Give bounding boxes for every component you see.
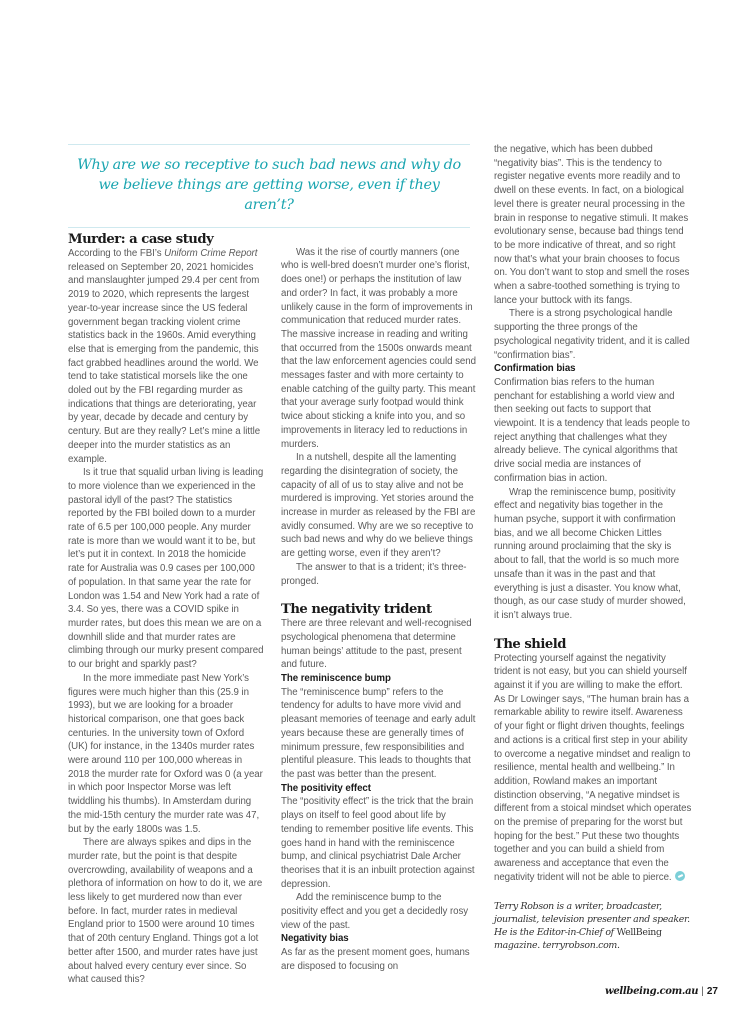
footer-separator: | — [701, 986, 704, 997]
paragraph: There are three relevant and well-recognised psychological phenomena that determine human beings’ attitude to the past, present and future. — [281, 618, 472, 671]
paragraph — [494, 652, 692, 885]
pull-quote-bottom-rule — [68, 227, 470, 228]
subheading-confirmation-bias: Confirmation bias — [494, 363, 576, 375]
footer-site: wellbeing.com.au — [605, 986, 699, 997]
text-run: According to the FBI’s — [68, 248, 165, 259]
pull-quote: Why are we so receptive to such bad news and why do we believe things are getting worse, even if they aren’t? — [77, 157, 461, 213]
paragraph: There are always spikes and dips in the murder rate, but the point is that despite overcrowding, availability of weapons and a plethora of information on how to do it, we are less likely to get murdered now than ever before. In fact, murder rates in medieval England prior to 1500 were around 10 times that of 20th century England. Things got a lot better after 1500, and murder rates have just about halved every century ever since. So what caused this? — [68, 837, 263, 986]
section-heading-trident: The negativity trident — [281, 602, 432, 618]
paragraph: The “reminiscence bump” refers to the tendency for adults to have more vivid and pleasant memories of teenage and early adult years because these are generally times of minimum pressure, few responsibilities and plentiful pleasure. This leads to thoughts that the past was better than the present. — [281, 686, 476, 780]
paragraph: Confirmation bias refers to the human penchant for establishing a world view and then seeking out facts to support that viewpoint. It is a tendency that leads people to reject anything that challenges what they already believe. The cynical algorithms that drive social media are instances of confirmation bias in action. — [494, 376, 690, 484]
wellbeing-endmark-icon — [675, 871, 685, 881]
author-bio — [494, 900, 692, 952]
paragraph: In a nutshell, despite all the lamenting regarding the disintegration of society, the capacity of all of us to stay alive and not be murdered is improving. Yet stories around the increase in murder as released by the FBI are avidly consumed. Why are we so receptive to such bad news and why do we believe things are getting worse, even if they aren’t? — [281, 452, 476, 560]
report-title: Uniform Crime Report — [164, 248, 258, 259]
column-3 — [494, 143, 692, 952]
subheading-positivity-effect: The positivity effect — [281, 782, 371, 794]
paragraph: In the more immediate past New York’s figures were much higher than this (25.9 in 1993), but we are looking for a broader historical comparison, one that goes back centuries. In the university town of Oxford (UK) for instance, in the 1340s murder rates were around 110 per 100,000 whereas in 2018 the murder rate for Oxford was 0 (a year in which poor Inspector Morse was left twiddling his thumbs). In Amsterdam during the mid-15th century the murder rate was 47, but by the early 1800s was 1.5. — [68, 672, 263, 835]
section-heading-shield: The shield — [494, 636, 567, 652]
paragraph: The answer to that is a trident; it’s three-pronged. — [281, 561, 467, 587]
paragraph: Is it true that squalid urban living is leading to more violence than we experienced in the pastoral idyll of the past? The statistics reported by the FBI boiled down to a murder rate of 6.5 per 100,000 people. Any murder rate is more than we would want it to be, but let’s put it in context. In 2018 the homicide rate for Australia was 0.9 cases per 100,000 of population. In that same year the rate for London was 1.54 and New York had a rate of 3.4. So yes, there was a COVID spike in murder rates, but does this mean we are on a downhill slide and that murder rates are climbing through our murky present compared to our bright and sparkly past? — [68, 467, 264, 671]
column-1 — [68, 232, 265, 987]
section-heading-murder: Murder: a case study — [68, 232, 214, 247]
paragraph: Add the reminiscence bump to the positivity effect and you get a decidedly rosy view of the past. — [281, 892, 469, 931]
text-run: Protecting yourself against the negativity trident is not easy, but you can shield yourself against it if you are willing to make the effort. As Dr Lowinger says, “The human brain has a remarkable ability to rewire itself. Awareness of your fight or flight driven thoughts, feelings and actions is a critical first step in your ability to overcome a negative mindset and realign to resilience, mental health and wellbeing.” In addition, Rowland makes an important distinction observing, “A negative mindset is different from a stoical mindset which operates on the premise of preparing for the worst but hoping for the best.” Put these two thoughts together and you can build a shield from awareness and acceptance that even the negativity trident will not be able to pierce. — [494, 652, 692, 883]
page-number: 27 — [706, 986, 718, 997]
page-footer — [605, 986, 718, 997]
pull-quote-block — [68, 144, 470, 228]
text-run: Terry Robson is a writer, broadcaster, journalist, television presenter and speaker. He is the Editor-in-Chief of — [494, 900, 690, 938]
paragraph: As far as the present moment goes, humans are disposed to focusing on — [281, 947, 470, 972]
subheading-negativity-bias: Negativity bias — [281, 933, 349, 945]
paragraph: Was it the rise of courtly manners (one who is well-bred doesn’t murder one’s florist, does one!) or perhaps the institution of law and order? In fact, it was probably a more unlikely cause in the form of improvements in communication that reduced murder rates. The massive increase in reading and writing that occurred from the 1500s onwards meant that the law enforcement agencies could send messages faster and with more certainty to enable catching of the guilty party. This meant that your average surly footpad would think twice about sticking a knife into you, and so improvements in literacy led to reductions in murders. — [281, 246, 476, 450]
subheading-reminiscence-bump: The reminiscence bump — [281, 673, 391, 685]
column-2 — [281, 232, 477, 974]
brand-name: WellBeing — [616, 926, 662, 938]
text-run: released on September 20, 2021 homicides and manslaughter jumped 29.4 per cent from 2019 to 2020, which represents the largest year-to-year increase since the US federal government began tracking violent crime statistics back in the 1960s. Amid everything else that is emerging from the pandemic, this fact grabbed headlines around the world. We tend to take statistical morsels like the one doled out by the FBI regarding murder as indications that things are deteriorating, year by year, decade by decade and century by century. But are they really? Let’s mine a little deeper into the murder statistics as an example. — [68, 261, 261, 465]
paragraph: The “positivity effect” is the trick that the brain plays on itself to feel good about life by tending to remember positive life events. This goes hand in hand with the reminiscence bump, and clinical psychiatrist Dale Archer theorises that it is an inbuilt protection against depression. — [281, 796, 475, 890]
spacer — [281, 232, 477, 246]
text-run: magazine. terryrobson.com. — [494, 939, 620, 951]
paragraph: the negative, which has been dubbed “negativity bias”. This is the tendency to register negative events more readily and to dwell on these events. In fact, on a biological level there is greater neural processing in the brain in response to negative stimuli. It makes evolutionary sense, because bad things tend to be more indicative of threat, and so right now that’s what your brain chooses to focus on. You don’t want to stop and smell the roses when a sabre-toothed something is trying to lance your buttock with its fangs. — [494, 144, 690, 306]
paragraph: Wrap the reminiscence bump, positivity effect and negativity bias together in the human psyche, support it with confirmation bias, and we all become Chicken Littles running around proclaiming that the sky is about to fall, that the world is so much more unsafe than it was in the past and that everything is just a disaster. You know what, though, as our case study of murder showed, it isn’t always true. — [494, 486, 686, 621]
paragraph — [68, 247, 265, 466]
paragraph: There is a strong psychological handle supporting the three prongs of the psychological negativity trident, and it is called “confirmation bias”. — [494, 308, 690, 361]
